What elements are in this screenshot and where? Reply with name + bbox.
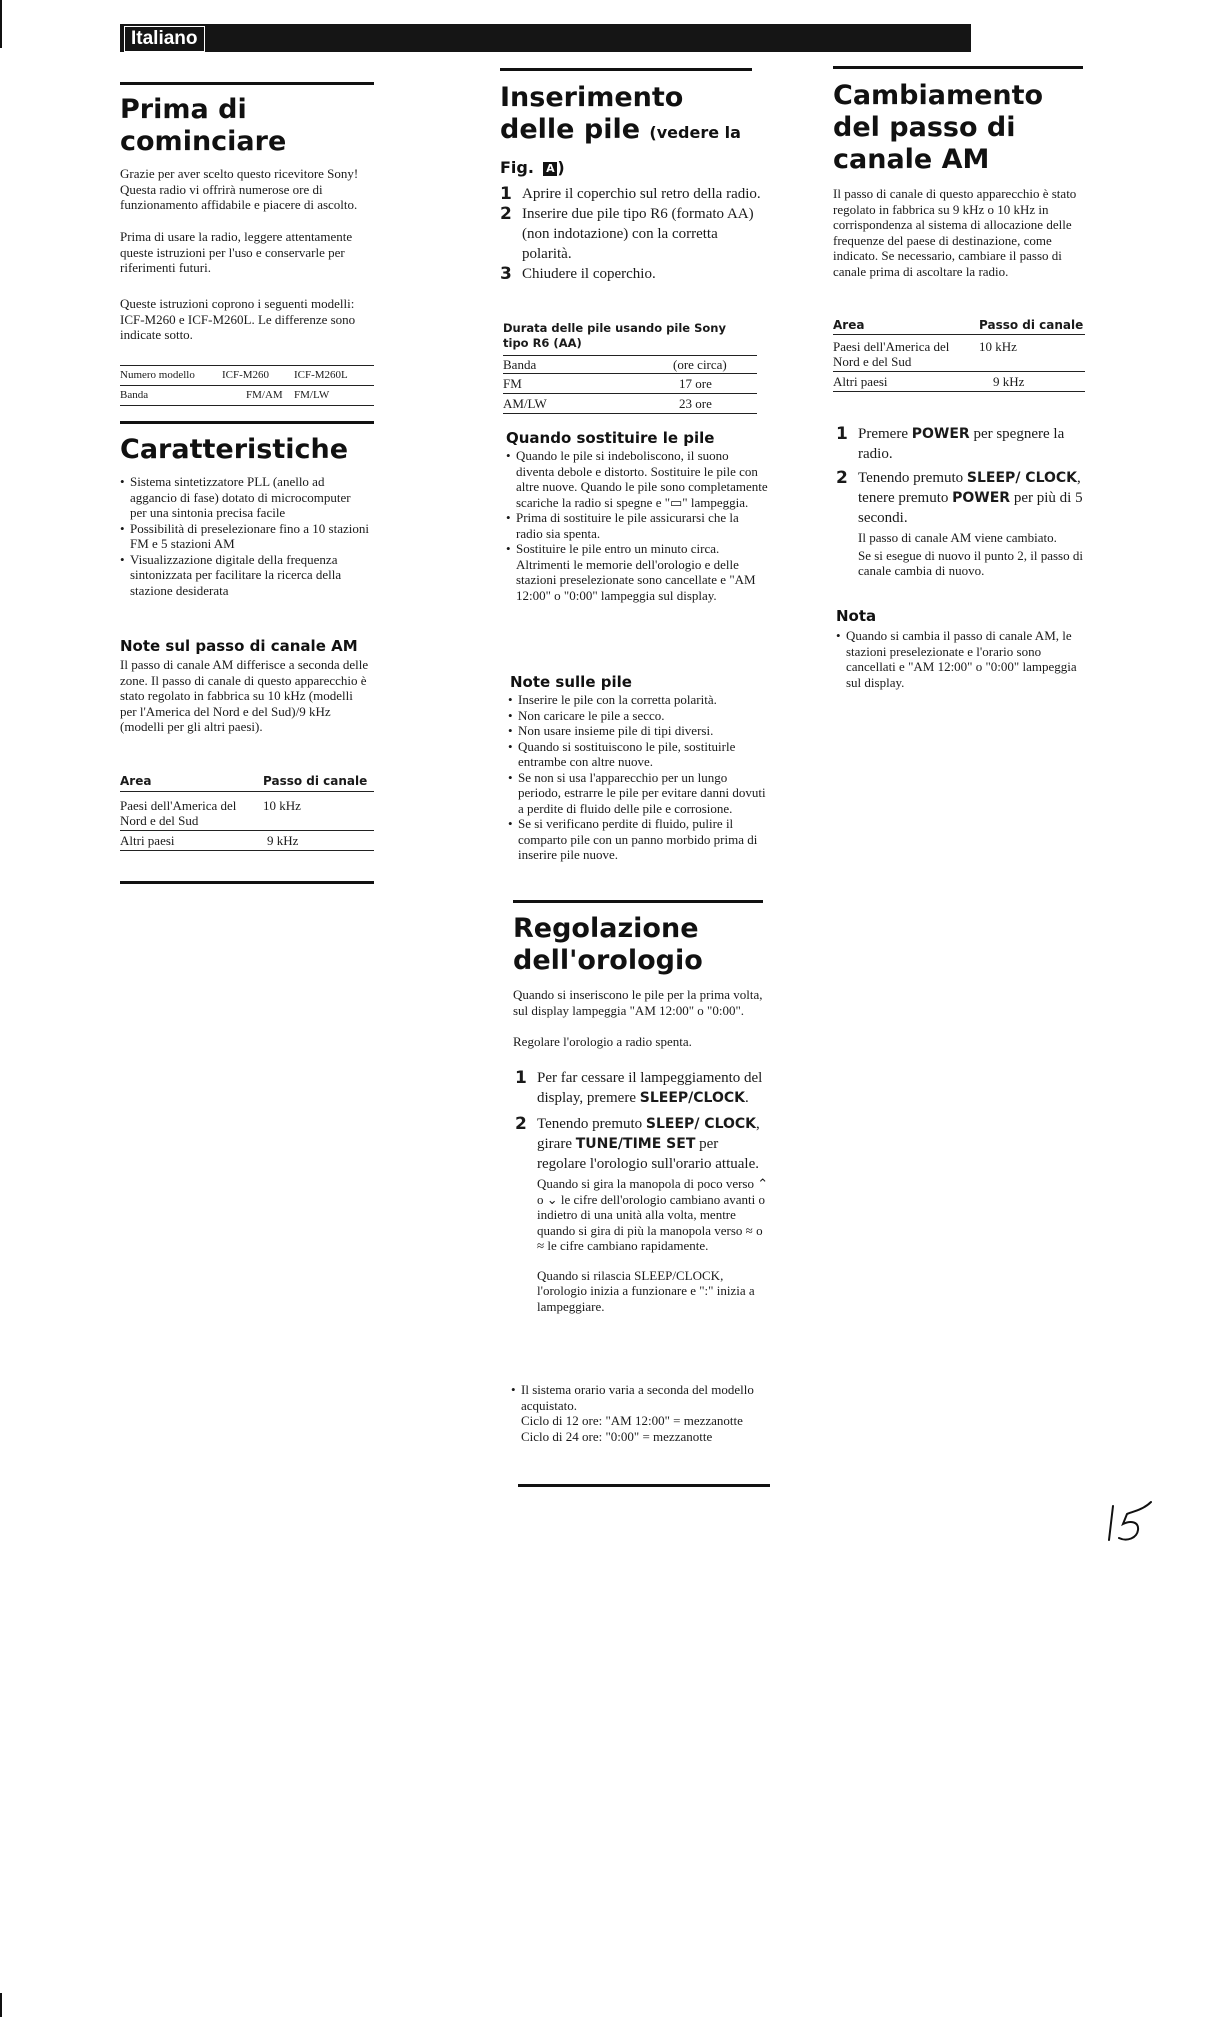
table-row: Area Passo di canale [833,317,1085,335]
list-item: • Quando si sostituiscono le pile, sostituirle entrambe con altre nuove. [508,739,770,770]
section-rule [513,900,763,903]
table-row: Altri paesi 9 kHz [833,372,1085,392]
list-item: • Non usare insieme pile di tipi diversi. [508,723,770,739]
list-item: • Se si verificano perdite di fluido, pulire il comparto pile con un panno morbido prima di inserire pile nuove. [508,816,770,863]
section-rule [833,66,1083,69]
section-title-caratteristiche: Caratteristiche [120,434,349,465]
list-item: • Sistema sintetizzatore PLL (anello ad aggancio di fase) dotato di microcomputer per una sintonia precisa facile [120,474,370,521]
subsection-title-note-pile: Note sulle pile [510,673,632,691]
table-row: FM 17 ore [503,374,757,394]
am-step-table [120,774,374,851]
section-title-inserimento: Inserimento delle pile (vedere la Fig. A ) [500,82,741,177]
list-item: • Quando si cambia il passo di canale AM, le stazioni preselezionate e l'orario sono cancellati e "AM 12:00" o "0:00" lampeggia sul display. [836,628,1088,690]
handwritten-page-number [1105,1500,1155,1544]
list-item: • Se non si usa l'apparecchio per un lungo periodo, estrarre le pile per evitare danni dovuti a perdite di fluido delle pile e corrosione. [508,770,770,817]
battery-steps [500,184,770,284]
section-rule [518,1484,770,1487]
step-change-paragraph: Il passo di canale di questo apparecchio è stato regolato in fabbrica su 9 kHz o 10 kHz in corrispondenza al sistema di allocazione delle frequenze del paese di destinazione, come indicato. Se necessario, cambiare il passo di canale prima di ascoltare la radio. [833,186,1077,279]
models-table [120,365,374,406]
intro-paragraph: Grazie per aver scelto questo ricevitore Sony! Questa radio vi offrirà numerose ore di funzionamento affidabile e piacere di ascolto. [120,166,359,212]
list-item: 1 Premere POWER per spegnere la radio. [836,424,1065,462]
list-item: • Il sistema orario varia a seconda del modello acquistato. Ciclo di 12 ore: "AM 12:00" = mezzanotte Ciclo di 24 ore: "0:00" = mezzanotte [511,1382,773,1444]
section-rule [120,82,374,85]
battery-life-table [503,355,757,414]
list-item: 2 Tenendo premuto SLEEP/ CLOCK, tenere premuto POWER per più di 5 secondi. Il passo di canale AM viene cambiato. Se si esegue di nuovo il punto 2, il passo di canale cambia di nuovo. [836,468,1083,578]
section-rule [120,421,374,424]
clock-intro: Regolare l'orologio a radio spenta. [513,1034,692,1049]
list-item: • Quando le pile si indeboliscono, il suono diventa debole e distorto. Sostituire le pile con altre nuove. Quando le pile sono completamente scariche la radio si spegne e "▭" lampeggia. [506,448,768,510]
list-item: 2 Tenendo premuto SLEEP/ CLOCK, girare TUNE/TIME SET per regolare l'orologio sull'orario attuale. Quando si gira la manopola di poco verso ⌃ o ⌄ le cifre dell'orologio cambiano avanti o indietro di una unità alla volta, mentre quando si gira di più la manopola verso ≈ o ≈ le cifre cambiano rapidamente. Quando si rilascia SLEEP/CLOCK, l'orologio inizia a funzionare e ":" inizia a lampeggiare. [515,1114,769,1314]
clock-intro: Quando si inseriscono le pile per la prima volta, sul display lampeggia "AM 12:00" o "0:00". [513,987,763,1018]
clock-steps [515,1068,770,1314]
am-step-table [833,317,1085,392]
figure-a-icon: A [543,162,557,176]
list-item: 2 Inserire due pile tipo R6 (formato AA)(non indotazione) con la corretta polarità. [500,204,754,262]
page-edge-mark [0,0,2,48]
nota-list [836,628,1088,690]
clock-note-list [511,1382,773,1444]
features-list [120,474,370,598]
battery-life-title: Durata delle pile usando pile Sony tipo R6 (AA) [503,321,726,350]
subsection-title-sostituire: Quando sostituire le pile [506,429,715,447]
list-item: • Prima di sostituire le pile assicurarsi che la radio sia spenta. [506,510,768,541]
table-row: AM/LW 23 ore [503,394,757,414]
list-item: 1 Per far cessare il lampeggiamento del display, premere SLEEP/CLOCK. [515,1068,763,1106]
language-label: Italiano [124,26,205,52]
list-item: • Inserire le pile con la corretta polarità. [508,692,770,708]
table-row: Banda FM/AM FM/LW [120,386,374,406]
battery-notes-list [508,692,770,863]
note-am-paragraph: Il passo di canale AM differisce a seconda delle zone. Il passo di canale di questo apparecchio è stato regolato in fabbrica su 10 kHz (modelli per l'America del Nord e del Sud)/9 kHz (modelli per gli altri paesi). [120,657,369,734]
list-item: • Visualizzazione digitale della frequenza sintonizzata per facilitare la ricerca della stazione desiderata [120,552,370,599]
table-row: Area Passo di canale [120,774,374,792]
table-row: Banda (ore circa) [503,356,757,374]
list-item: 1 Aprire il coperchio sul retro della radio. [500,184,761,204]
list-item: • Possibilità di preselezionare fino a 10 stazioni FM e 5 stazioni AM [120,521,370,552]
table-row: Altri paesi 9 kHz [120,831,374,851]
section-title-orologio: Regolazione dell'orologio [513,913,703,976]
subsection-title-note-am: Note sul passo di canale AM [120,637,358,655]
subsection-title-nota: Nota [836,607,877,625]
table-row: Paesi dell'America del Nord e del Sud 10 kHz [833,339,1017,369]
list-item: 3 Chiudere il coperchio. [500,264,656,284]
section-rule [120,881,374,884]
list-item: • Sostituire le pile entro un minuto circa. Altrimenti le memorie dell'orologio e delle stazioni preselezionate sono cancellate e "AM 12:00" o "0:00" lampeggia sul display. [506,541,768,603]
table-row: Numero modello ICF-M260 ICF-M260L [120,366,374,386]
page-edge-mark [0,1993,2,2017]
intro-paragraph: Queste istruzioni coprono i seguenti modelli: ICF-M260 e ICF-M260L. Le differenze sono indicate sotto. [120,296,356,342]
table-row: Paesi dell'America del Nord e del Sud 10 kHz [120,798,301,828]
section-title-cambiamento: Cambiamento del passo di canale AM [833,80,1044,175]
list-item: • Non caricare le pile a secco. [508,708,770,724]
section-title-prima: Prima di cominciare [120,94,287,157]
replace-batteries-list [506,448,768,603]
intro-paragraph: Prima di usare la radio, leggere attentamente queste istruzioni per l'uso e conservarle per riferimenti futuri. [120,229,353,275]
section-rule [500,68,752,71]
language-header-bar [120,24,971,52]
channel-step-steps [836,424,1086,579]
